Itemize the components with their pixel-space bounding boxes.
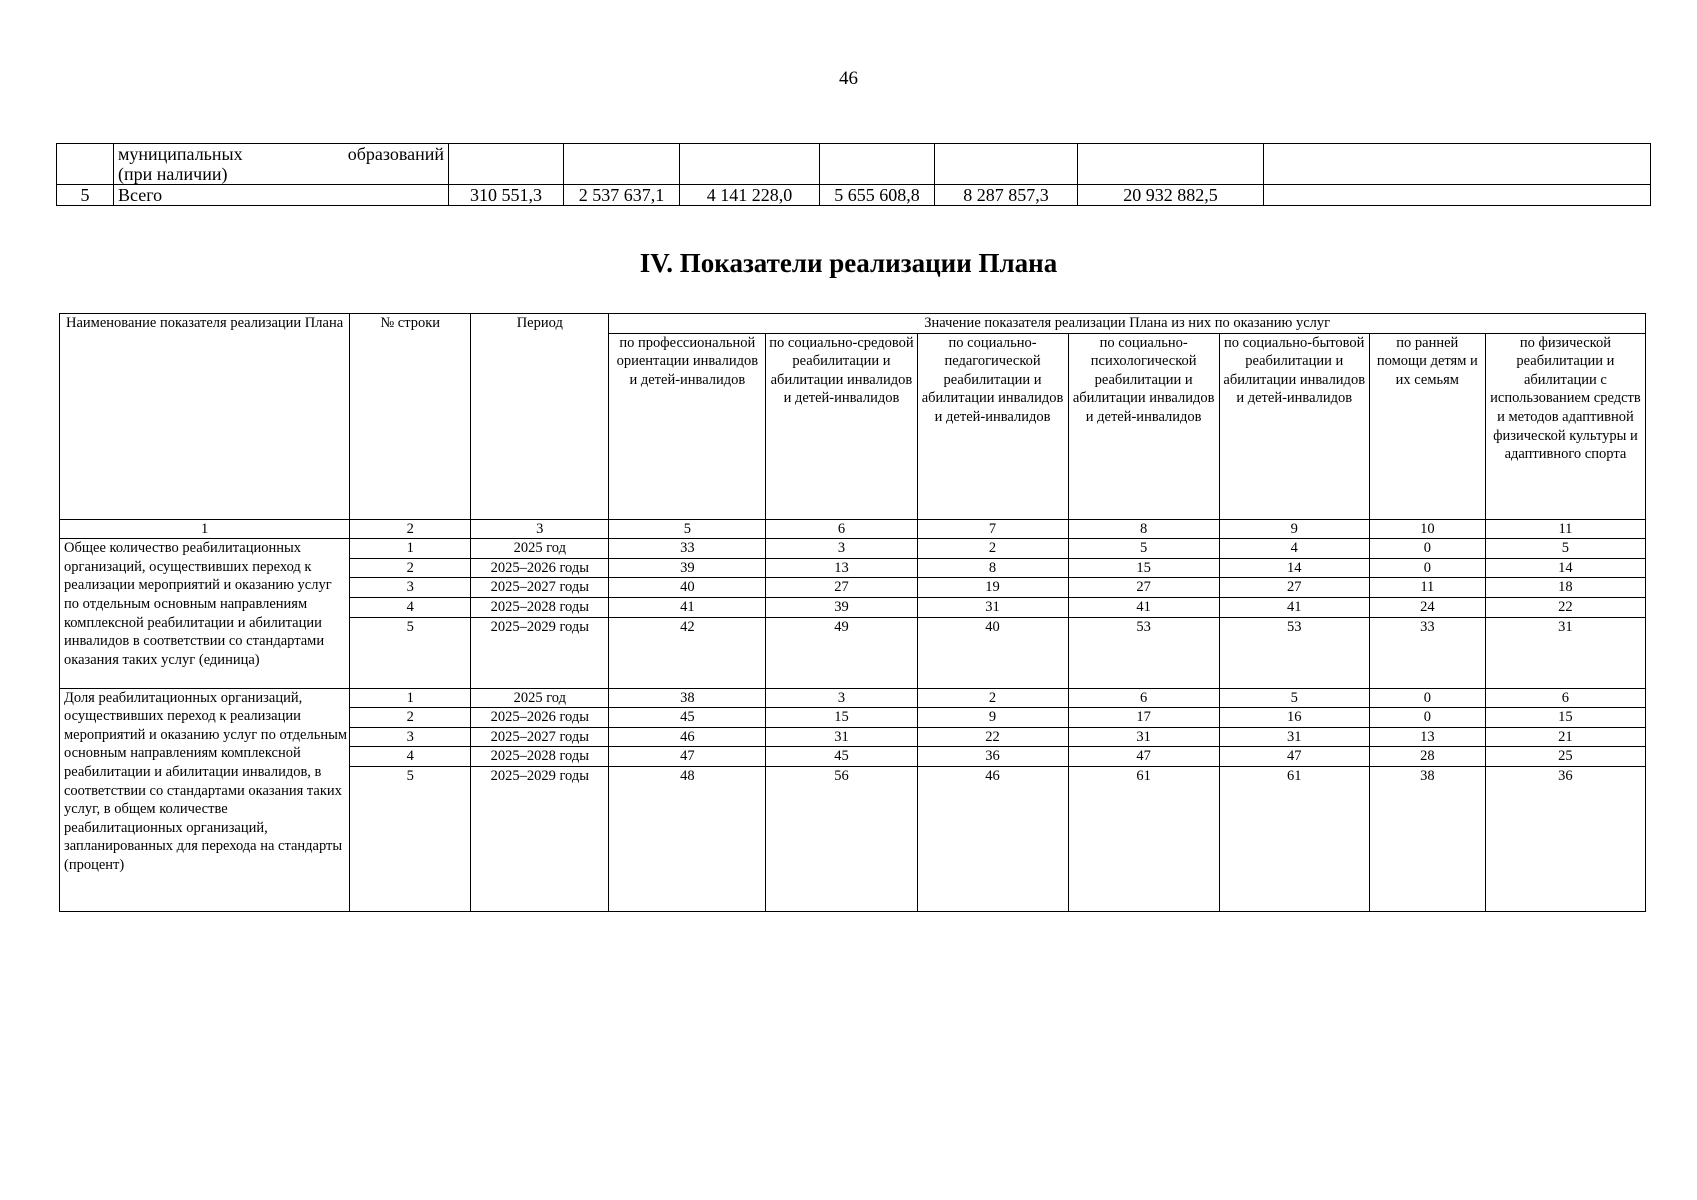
indicator-value: 31 xyxy=(1068,727,1219,747)
column-number: 10 xyxy=(1369,519,1485,539)
indicator-value: 47 xyxy=(609,747,766,767)
indicator-value: 8 xyxy=(917,558,1068,578)
total-row-num: 5 xyxy=(57,185,114,206)
indicator-value: 31 xyxy=(1219,727,1369,747)
name-word-1: муниципальных xyxy=(118,144,243,164)
header-service: по социально-психологической реабилитации и абилитации инвалидов и детей-инвалидов xyxy=(1068,333,1219,519)
indicator-value: 36 xyxy=(1485,766,1645,911)
indicator-value: 47 xyxy=(1219,747,1369,767)
indicator-value: 6 xyxy=(1485,688,1645,708)
indicator-value: 56 xyxy=(766,766,917,911)
indicator-data-row xyxy=(60,688,1646,708)
indicator-value: 40 xyxy=(609,578,766,598)
indicator-value: 11 xyxy=(1369,578,1485,598)
row-number: 5 xyxy=(350,766,471,911)
indicator-value: 31 xyxy=(917,597,1068,617)
total-value: 20 932 882,5 xyxy=(1078,185,1264,206)
column-number: 2 xyxy=(350,519,471,539)
indicator-value: 0 xyxy=(1369,688,1485,708)
indicator-value: 0 xyxy=(1369,558,1485,578)
column-number: 9 xyxy=(1219,519,1369,539)
indicator-value: 41 xyxy=(609,597,766,617)
indicator-value: 13 xyxy=(766,558,917,578)
total-value: 4 141 228,0 xyxy=(680,185,820,206)
indicator-value: 40 xyxy=(917,617,1068,688)
header-service: по социально-средовой реабилитации и абилитации инвалидов и детей-инвалидов xyxy=(766,333,917,519)
indicator-value: 39 xyxy=(609,558,766,578)
header-row-1 xyxy=(60,314,1646,334)
indicator-value: 22 xyxy=(1485,597,1645,617)
total-value: 2 537 637,1 xyxy=(564,185,680,206)
indicator-value: 13 xyxy=(1369,727,1485,747)
header-service: по социально-бытовой реабилитации и абилитации инвалидов и детей-инвалидов xyxy=(1219,333,1369,519)
section-title: IV. Показатели реализации Плана xyxy=(639,248,1058,278)
indicator-value: 46 xyxy=(917,766,1068,911)
indicator-value: 47 xyxy=(1068,747,1219,767)
name-line-2: (при наличии) xyxy=(118,164,228,184)
indicator-value: 16 xyxy=(1219,708,1369,728)
indicator-value: 15 xyxy=(1068,558,1219,578)
indicator-value: 41 xyxy=(1219,597,1369,617)
header-period: Период xyxy=(471,314,609,520)
column-numbers-row xyxy=(60,519,1646,539)
indicator-name: Общее количество реабилитационных организаций, осуществивших переход к реализации мероприятий и оказанию услуг по отдельным основным направлениям комплексной реабилитации и абилитации инвалидов в соответствии со стандартами оказания таких услуг (единица) xyxy=(60,539,350,688)
page-number: 46 xyxy=(839,68,858,89)
period: 2025–2027 годы xyxy=(471,578,609,598)
header-service: по социально-педагогической реабилитации и абилитации инвалидов и детей-инвалидов xyxy=(917,333,1068,519)
header-row-number: № строки xyxy=(350,314,471,520)
total-value: 5 655 608,8 xyxy=(820,185,935,206)
continuation-row xyxy=(57,144,1651,185)
indicator-value: 2 xyxy=(917,539,1068,559)
header-indicator-name: Наименование показателя реализации Плана xyxy=(60,314,350,520)
indicator-value: 4 xyxy=(1219,539,1369,559)
period: 2025–2026 годы xyxy=(471,558,609,578)
row-number: 3 xyxy=(350,727,471,747)
indicator-value: 53 xyxy=(1068,617,1219,688)
indicator-value: 5 xyxy=(1219,688,1369,708)
total-value xyxy=(1264,185,1651,206)
indicator-value: 53 xyxy=(1219,617,1369,688)
indicator-value: 14 xyxy=(1485,558,1645,578)
indicator-value: 61 xyxy=(1219,766,1369,911)
row-number: 1 xyxy=(350,539,471,559)
header-value-group: Значение показателя реализации Плана из них по оказанию услуг xyxy=(609,314,1646,334)
indicator-value: 39 xyxy=(766,597,917,617)
indicator-value: 0 xyxy=(1369,708,1485,728)
column-number: 1 xyxy=(60,519,350,539)
indicator-value: 15 xyxy=(1485,708,1645,728)
indicator-value: 31 xyxy=(766,727,917,747)
indicators-table xyxy=(59,313,1646,912)
indicator-value: 3 xyxy=(766,688,917,708)
indicator-value: 9 xyxy=(917,708,1068,728)
name-word-2: образований xyxy=(347,144,444,164)
indicator-value: 61 xyxy=(1068,766,1219,911)
indicator-value: 0 xyxy=(1369,539,1485,559)
period: 2025 год xyxy=(471,539,609,559)
indicator-value: 24 xyxy=(1369,597,1485,617)
row-number: 4 xyxy=(350,747,471,767)
indicator-value: 36 xyxy=(917,747,1068,767)
row-number: 2 xyxy=(350,558,471,578)
indicator-value: 5 xyxy=(1068,539,1219,559)
indicator-value: 17 xyxy=(1068,708,1219,728)
header-service: по физической реабилитации и абилитации с использованием средств и методов адаптивной физической культуры и адаптивного спорта xyxy=(1485,333,1645,519)
period: 2025–2026 годы xyxy=(471,708,609,728)
indicator-value: 38 xyxy=(609,688,766,708)
column-number: 5 xyxy=(609,519,766,539)
indicator-value: 45 xyxy=(609,708,766,728)
period: 2025–2028 годы xyxy=(471,747,609,767)
indicator-data-row xyxy=(60,539,1646,559)
indicator-value: 6 xyxy=(1068,688,1219,708)
total-row-label: Всего xyxy=(114,185,449,206)
indicator-value: 15 xyxy=(766,708,917,728)
period: 2025–2029 годы xyxy=(471,766,609,911)
period: 2025–2028 годы xyxy=(471,597,609,617)
indicator-value: 27 xyxy=(766,578,917,598)
column-number: 6 xyxy=(766,519,917,539)
row-number: 4 xyxy=(350,597,471,617)
indicator-value: 45 xyxy=(766,747,917,767)
row-number: 1 xyxy=(350,688,471,708)
header-service: по ранней помощи детям и их семьям xyxy=(1369,333,1485,519)
budget-continuation-table xyxy=(56,143,1651,206)
indicator-value: 41 xyxy=(1068,597,1219,617)
indicator-value: 33 xyxy=(609,539,766,559)
total-value: 310 551,3 xyxy=(449,185,564,206)
column-number: 3 xyxy=(471,519,609,539)
indicator-value: 42 xyxy=(609,617,766,688)
indicator-value: 5 xyxy=(1485,539,1645,559)
indicator-name: Доля реабилитационных организаций, осуществивших переход к реализации мероприятий и оказанию услуг по отдельным основным направлениям комплексной реабилитации и абилитации инвалидов, в соответствии со стандартами оказания таких услуг, в общем количестве реабилитационных организаций, запланированных для перехода на стандарты (процент) xyxy=(60,688,350,911)
period: 2025–2029 годы xyxy=(471,617,609,688)
indicator-value: 46 xyxy=(609,727,766,747)
indicator-value: 28 xyxy=(1369,747,1485,767)
indicator-value: 22 xyxy=(917,727,1068,747)
indicator-value: 19 xyxy=(917,578,1068,598)
period: 2025–2027 годы xyxy=(471,727,609,747)
indicator-value: 27 xyxy=(1068,578,1219,598)
row-number: 5 xyxy=(350,617,471,688)
period: 2025 год xyxy=(471,688,609,708)
indicator-value: 3 xyxy=(766,539,917,559)
indicator-value: 2 xyxy=(917,688,1068,708)
indicator-value: 18 xyxy=(1485,578,1645,598)
total-value: 8 287 857,3 xyxy=(935,185,1078,206)
row-number: 2 xyxy=(350,708,471,728)
indicator-value: 31 xyxy=(1485,617,1645,688)
column-number: 8 xyxy=(1068,519,1219,539)
indicator-value: 33 xyxy=(1369,617,1485,688)
indicator-value: 49 xyxy=(766,617,917,688)
indicator-value: 27 xyxy=(1219,578,1369,598)
cell-empty xyxy=(57,144,114,185)
indicator-value: 21 xyxy=(1485,727,1645,747)
total-row xyxy=(57,185,1651,206)
indicator-value: 38 xyxy=(1369,766,1485,911)
indicator-value: 48 xyxy=(609,766,766,911)
cell-name xyxy=(114,144,449,185)
header-service: по профессиональной ориентации инвалидов и детей-инвалидов xyxy=(609,333,766,519)
indicator-value: 14 xyxy=(1219,558,1369,578)
column-number: 11 xyxy=(1485,519,1645,539)
column-number: 7 xyxy=(917,519,1068,539)
indicator-value: 25 xyxy=(1485,747,1645,767)
row-number: 3 xyxy=(350,578,471,598)
